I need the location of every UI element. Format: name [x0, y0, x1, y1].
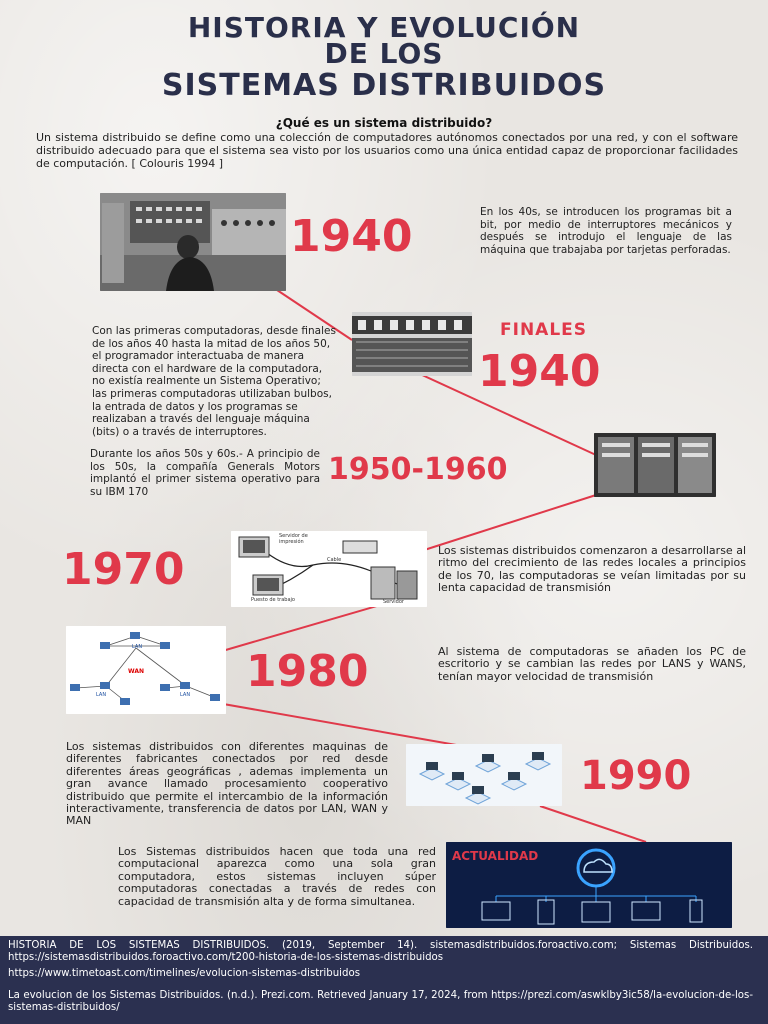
label-puesto-trabajo: Puesto de trabajo [251, 597, 295, 603]
label-finales: FINALES [500, 320, 588, 340]
title-line-3: SISTEMAS DISTRIBUIDOS [161, 68, 607, 103]
year-1950-1960: 1950-1960 [328, 452, 508, 487]
connector-6 [540, 806, 646, 842]
label-cable: Cable [327, 557, 342, 563]
text-1980: Al sistema de computadoras se añaden los PC de escritorio y se cambian las redes por LANS y WANS, tenían mayor velocidad de transmisión [438, 645, 746, 683]
diagram-1980-lan-wan [66, 626, 226, 714]
year-1970: 1970 [62, 544, 185, 595]
text-finales-1940: Con las primeras computadoras, desde finales de los años 40 hasta la mitad de los años 50, el programador interactuaba de manera directa con el hardware de la computadora, no existía realmente un Sistema Operativo; las primeras computadoras utilizaban bulbos, la entrada de datos y los programas se realizaban a través del lenguaje máquina (bits) o a través de interruptores. [92, 325, 336, 438]
photo-1950-1960-mainframe [594, 433, 716, 497]
title-line-1: HISTORIA Y EVOLUCIÓN [187, 11, 581, 44]
year-finales-1940: 1940 [478, 346, 601, 397]
intro-definition: Un sistema distribuido se define como una colección de computadores autónomos conectados por una red, y con el software distribuido adecuado para que el sistema sea visto por los usuarios como una única entidad capaz de proporcionar facilidades de computación. [ Colouris 1994 ] [36, 131, 738, 170]
label-servidor-impresion: Servidor de impresión [279, 533, 308, 545]
year-1940: 1940 [290, 211, 413, 262]
diagram-1970-network [231, 531, 427, 607]
diagram-actualidad-cloud [446, 842, 732, 928]
text-1990: Los sistemas distribuidos con diferentes maquinas de diferentes fabricantes conectados por red desde diferentes áreas geográficas , ademas implementa un gran avance llamado procesamiento cooperativo distribuido que permite el intercambio de la información interactivamente, transferencia de datos por LAN, WAN y MAN [66, 740, 388, 828]
label-servidor: Servidor [383, 599, 404, 605]
year-1990: 1990 [580, 753, 692, 799]
label-lan-left: LAN [96, 692, 107, 698]
text-1970: Los sistemas distribuidos comenzaron a desarrollarse al ritmo del crecimiento de las redes locales a principios de los 70, las computadoras se veían limitadas por su lenta capacidad de transmisión [438, 544, 746, 595]
reference-2: https://www.timetoast.com/timelines/evolucion-sistemas-distribuidos [8, 968, 361, 979]
label-wan: WAN [128, 668, 145, 675]
year-1980: 1980 [246, 646, 369, 697]
photo-1940-computer [100, 193, 286, 291]
photo-finales-1940-tubes [352, 312, 472, 376]
label-lan-right: LAN [180, 692, 191, 698]
text-actualidad: Los Sistemas distribuidos hacen que toda una red computacional aparezca como una sola gran computadora, estos sistemas incluyen súper computadoras conectadas a través de redes con capacidad de transmisión alta y de forma simultanea. [118, 845, 436, 908]
text-1940: En los 40s, se introducen los programas bit a bit, por medio de interruptores mecánicos y después se introdujo el lenguaje de las máquina que trabajaba por tarjetas perforadas. [480, 206, 732, 256]
label-actualidad: ACTUALIDAD [452, 849, 539, 863]
label-lan-top: LAN [132, 644, 143, 650]
intro-question: ¿Qué es un sistema distribuido? [275, 116, 493, 130]
diagram-1990-network [406, 744, 562, 806]
reference-1: HISTORIA DE LOS SISTEMAS DISTRIBUIDOS. (2019, September 14). sistemasdistribuidos.foroactivo.com; Sistemas Distribuidos. https://sistemasdistribuidos.foroactivo.com/t200-historia-de-los-sistemas-distribuidos [8, 940, 753, 963]
title-line-2: DE LOS [324, 37, 444, 70]
references-footer [0, 936, 768, 1024]
text-1950-1960: Durante los años 50s y 60s.- A principio de los 50s, la compañía Generals Motors implantó el primer sistema operativo para su IBM 170 [90, 448, 320, 498]
reference-3: La evolucion de los Sistemas Distribuidos. (n.d.). Prezi.com. Retrieved January 17, 2024, from https://prezi.com/aswklby3ic58/la-evolucion-de-los-sistemas-distribuidos/ [8, 990, 753, 1013]
